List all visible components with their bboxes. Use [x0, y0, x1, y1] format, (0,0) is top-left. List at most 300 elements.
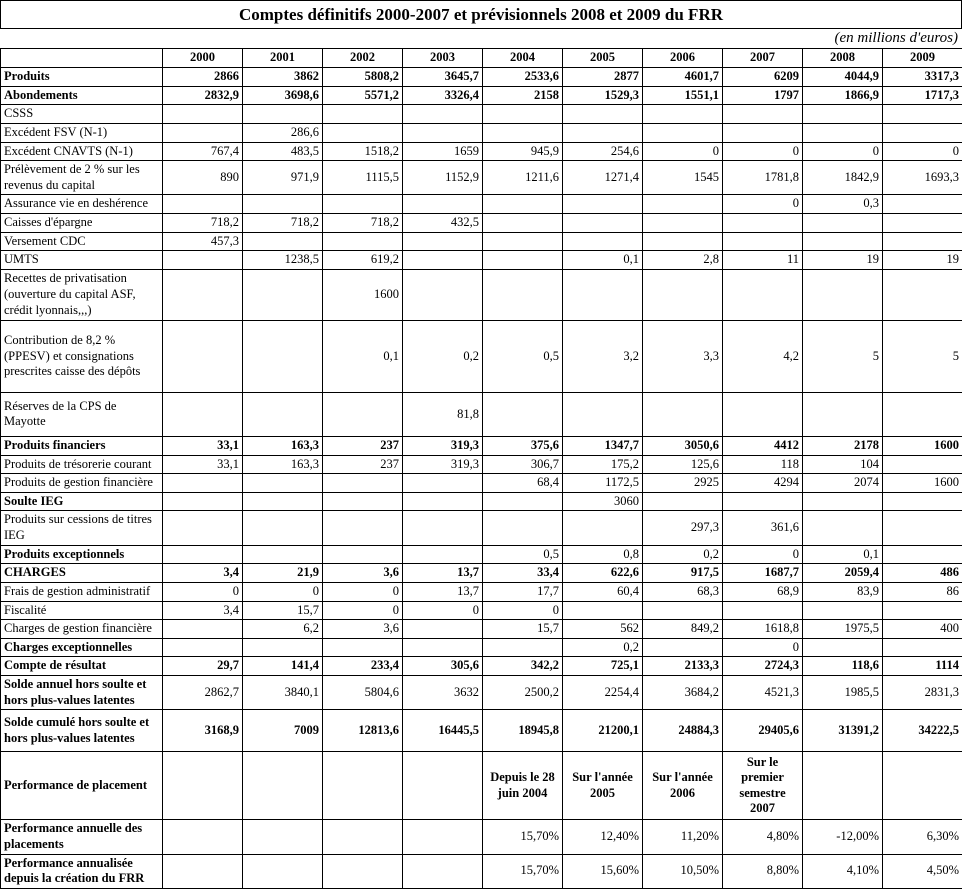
value-cell: 1518,2: [323, 142, 403, 161]
value-cell: 2862,7: [163, 676, 243, 710]
value-cell: 375,6: [483, 436, 563, 455]
value-cell: [643, 492, 723, 511]
value-cell: [483, 638, 563, 657]
row-label: Réserves de la CPS de Mayotte: [1, 392, 163, 436]
value-cell: [323, 195, 403, 214]
value-cell: 6209: [723, 68, 803, 87]
year-column-header: 2008: [803, 49, 883, 68]
row-label: Excédent CNAVTS (N-1): [1, 142, 163, 161]
value-cell: [403, 511, 483, 545]
value-cell: [483, 392, 563, 436]
value-cell: [883, 105, 962, 124]
table-row: [1, 161, 962, 195]
table-row: [1, 105, 962, 124]
table-row: [1, 564, 962, 583]
value-cell: [163, 545, 243, 564]
value-cell: [803, 601, 883, 620]
value-cell: 15,7: [243, 601, 323, 620]
value-cell: 2158: [483, 86, 563, 105]
value-cell: [483, 251, 563, 270]
value-cell: 4294: [723, 474, 803, 493]
value-cell: 0: [723, 142, 803, 161]
value-cell: [723, 392, 803, 436]
value-cell: [163, 123, 243, 142]
value-cell: 8,80%: [723, 854, 803, 888]
value-cell: [323, 474, 403, 493]
year-column-header: 2005: [563, 49, 643, 68]
value-cell: 3,4: [163, 564, 243, 583]
value-cell: 2533,6: [483, 68, 563, 87]
value-cell: 1172,5: [563, 474, 643, 493]
value-cell: 163,3: [243, 455, 323, 474]
value-cell: [723, 269, 803, 320]
value-cell: [803, 232, 883, 251]
value-cell: [403, 123, 483, 142]
value-cell: 3,4: [163, 601, 243, 620]
value-cell: 562: [563, 620, 643, 639]
value-cell: 86: [883, 582, 962, 601]
value-cell: 5: [803, 320, 883, 392]
value-cell: 125,6: [643, 455, 723, 474]
table-row: [1, 676, 962, 710]
value-cell: 1693,3: [883, 161, 962, 195]
value-cell: 725,1: [563, 657, 643, 676]
value-cell: [803, 492, 883, 511]
value-cell: [483, 232, 563, 251]
value-cell: 0: [483, 601, 563, 620]
table-row: [1, 545, 962, 564]
value-cell: [563, 511, 643, 545]
value-cell: [243, 854, 323, 888]
value-cell: 0: [163, 582, 243, 601]
table-row: [1, 214, 962, 233]
row-label: CSSS: [1, 105, 163, 124]
table-row: [1, 620, 962, 639]
value-cell: 15,7: [483, 620, 563, 639]
value-cell: 1600: [883, 474, 962, 493]
value-cell: 0,1: [803, 545, 883, 564]
corner-cell: [1, 49, 163, 68]
value-cell: [163, 492, 243, 511]
row-label: Charges exceptionnelles: [1, 638, 163, 657]
table-row: [1, 86, 962, 105]
value-cell: 33,4: [483, 564, 563, 583]
value-cell: 5: [883, 320, 962, 392]
value-cell: 1985,5: [803, 676, 883, 710]
value-cell: [643, 105, 723, 124]
value-cell: [243, 752, 323, 820]
value-cell: 4,2: [723, 320, 803, 392]
value-cell: 1717,3: [883, 86, 962, 105]
value-cell: 60,4: [563, 582, 643, 601]
value-cell: Sur le premier semestre 2007: [723, 752, 803, 820]
value-cell: [723, 214, 803, 233]
value-cell: [803, 392, 883, 436]
value-cell: [243, 269, 323, 320]
value-cell: 1842,9: [803, 161, 883, 195]
table-row: [1, 474, 962, 493]
row-label: Performance annuelle des placements: [1, 820, 163, 854]
value-cell: 971,9: [243, 161, 323, 195]
value-cell: [563, 214, 643, 233]
value-cell: 2832,9: [163, 86, 243, 105]
value-cell: 0,3: [803, 195, 883, 214]
value-cell: 3,6: [323, 564, 403, 583]
value-cell: 718,2: [163, 214, 243, 233]
value-cell: 432,5: [403, 214, 483, 233]
table-row: [1, 195, 962, 214]
table-row: [1, 232, 962, 251]
value-cell: [803, 752, 883, 820]
year-column-header: 2001: [243, 49, 323, 68]
value-cell: [483, 105, 563, 124]
value-cell: [163, 638, 243, 657]
row-label: Frais de gestion administratif: [1, 582, 163, 601]
table-row: [1, 601, 962, 620]
value-cell: [163, 269, 243, 320]
value-cell: 237: [323, 455, 403, 474]
value-cell: [563, 269, 643, 320]
value-cell: [883, 545, 962, 564]
value-cell: [483, 492, 563, 511]
value-cell: 141,4: [243, 657, 323, 676]
value-cell: [163, 511, 243, 545]
value-cell: [163, 820, 243, 854]
value-cell: [243, 511, 323, 545]
value-cell: 4,10%: [803, 854, 883, 888]
table-row: [1, 752, 962, 820]
value-cell: 11,20%: [643, 820, 723, 854]
value-cell: [403, 638, 483, 657]
row-label: Produits de gestion financière: [1, 474, 163, 493]
value-cell: [803, 105, 883, 124]
value-cell: [883, 269, 962, 320]
value-cell: 15,70%: [483, 820, 563, 854]
value-cell: [483, 123, 563, 142]
value-cell: 3840,1: [243, 676, 323, 710]
row-label: Produits: [1, 68, 163, 87]
value-cell: 68,9: [723, 582, 803, 601]
value-cell: [723, 232, 803, 251]
value-cell: 0: [243, 582, 323, 601]
value-cell: 1866,9: [803, 86, 883, 105]
row-label: Produits exceptionnels: [1, 545, 163, 564]
value-cell: [243, 492, 323, 511]
value-cell: 19: [803, 251, 883, 270]
value-cell: [483, 269, 563, 320]
value-cell: [163, 251, 243, 270]
value-cell: Depuis le 28 juin 2004: [483, 752, 563, 820]
value-cell: [643, 123, 723, 142]
row-label: Fiscalité: [1, 601, 163, 620]
value-cell: 0: [323, 601, 403, 620]
value-cell: 0: [323, 582, 403, 601]
value-cell: 4601,7: [643, 68, 723, 87]
value-cell: [563, 232, 643, 251]
value-cell: [243, 105, 323, 124]
value-cell: 1600: [323, 269, 403, 320]
value-cell: [243, 232, 323, 251]
year-column-header: 2009: [883, 49, 962, 68]
row-label: Versement CDC: [1, 232, 163, 251]
table-row: [1, 251, 962, 270]
value-cell: 83,9: [803, 582, 883, 601]
value-cell: 3862: [243, 68, 323, 87]
value-cell: 1618,8: [723, 620, 803, 639]
value-cell: [883, 492, 962, 511]
value-cell: 33,1: [163, 436, 243, 455]
value-cell: [163, 195, 243, 214]
table-row: [1, 436, 962, 455]
table-row: [1, 820, 962, 854]
value-cell: [803, 638, 883, 657]
value-cell: 3,6: [323, 620, 403, 639]
value-cell: [323, 492, 403, 511]
value-cell: [323, 123, 403, 142]
value-cell: 2133,3: [643, 657, 723, 676]
value-cell: 3050,6: [643, 436, 723, 455]
value-cell: [723, 492, 803, 511]
value-cell: 3632: [403, 676, 483, 710]
value-cell: 945,9: [483, 142, 563, 161]
value-cell: [643, 232, 723, 251]
value-cell: 0,2: [643, 545, 723, 564]
year-column-header: 2004: [483, 49, 563, 68]
value-cell: 0,1: [323, 320, 403, 392]
value-cell: [643, 195, 723, 214]
value-cell: 233,4: [323, 657, 403, 676]
year-header-row: [1, 49, 962, 68]
value-cell: 16445,5: [403, 710, 483, 752]
value-cell: [403, 269, 483, 320]
year-column-header: 2006: [643, 49, 723, 68]
value-cell: [243, 545, 323, 564]
value-cell: 486: [883, 564, 962, 583]
value-cell: 1781,8: [723, 161, 803, 195]
value-cell: 21200,1: [563, 710, 643, 752]
value-cell: 0,2: [563, 638, 643, 657]
value-cell: [163, 105, 243, 124]
value-cell: 0,5: [483, 320, 563, 392]
value-cell: 13,7: [403, 582, 483, 601]
value-cell: 2254,4: [563, 676, 643, 710]
value-cell: [483, 511, 563, 545]
value-cell: [803, 123, 883, 142]
value-cell: [883, 195, 962, 214]
table-row: [1, 511, 962, 545]
value-cell: 29,7: [163, 657, 243, 676]
value-cell: [163, 620, 243, 639]
value-cell: [243, 392, 323, 436]
page-title: Comptes définitifs 2000-2007 et prévisionnels 2008 et 2009 du FRR: [0, 0, 962, 29]
value-cell: 3060: [563, 492, 643, 511]
value-cell: [563, 105, 643, 124]
value-cell: 15,60%: [563, 854, 643, 888]
value-cell: 33,1: [163, 455, 243, 474]
value-cell: 767,4: [163, 142, 243, 161]
value-cell: [723, 601, 803, 620]
year-column-header: 2003: [403, 49, 483, 68]
value-cell: 305,6: [403, 657, 483, 676]
value-cell: 1975,5: [803, 620, 883, 639]
value-cell: [883, 638, 962, 657]
table-row: [1, 492, 962, 511]
value-cell: [403, 752, 483, 820]
value-cell: 3698,6: [243, 86, 323, 105]
value-cell: 400: [883, 620, 962, 639]
value-cell: 622,6: [563, 564, 643, 583]
value-cell: Sur l'année 2005: [563, 752, 643, 820]
value-cell: 7009: [243, 710, 323, 752]
value-cell: [803, 214, 883, 233]
value-cell: [323, 638, 403, 657]
value-cell: 849,2: [643, 620, 723, 639]
value-cell: [883, 392, 962, 436]
value-cell: 254,6: [563, 142, 643, 161]
value-cell: 68,4: [483, 474, 563, 493]
value-cell: 342,2: [483, 657, 563, 676]
value-cell: [563, 392, 643, 436]
row-label: Produits de trésorerie courant: [1, 455, 163, 474]
value-cell: [323, 752, 403, 820]
value-cell: [803, 511, 883, 545]
value-cell: 457,3: [163, 232, 243, 251]
row-label: Abondements: [1, 86, 163, 105]
value-cell: [323, 545, 403, 564]
value-cell: 1687,7: [723, 564, 803, 583]
value-cell: [803, 269, 883, 320]
value-cell: [403, 195, 483, 214]
value-cell: 0: [723, 195, 803, 214]
value-cell: 319,3: [403, 455, 483, 474]
value-cell: [243, 474, 323, 493]
value-cell: 3,2: [563, 320, 643, 392]
value-cell: 3317,3: [883, 68, 962, 87]
value-cell: 15,70%: [483, 854, 563, 888]
row-label: Performance de placement: [1, 752, 163, 820]
value-cell: [323, 232, 403, 251]
value-cell: 1115,5: [323, 161, 403, 195]
row-label: Recettes de privatisation (ouverture du capital ASF, crédit lyonnais,,,): [1, 269, 163, 320]
row-label: UMTS: [1, 251, 163, 270]
row-label: Soulte IEG: [1, 492, 163, 511]
value-cell: 118,6: [803, 657, 883, 676]
value-cell: 5571,2: [323, 86, 403, 105]
value-cell: 34222,5: [883, 710, 962, 752]
value-cell: [563, 123, 643, 142]
value-cell: [643, 601, 723, 620]
value-cell: [883, 214, 962, 233]
value-cell: 0,1: [563, 251, 643, 270]
year-column-header: 2007: [723, 49, 803, 68]
value-cell: 483,5: [243, 142, 323, 161]
value-cell: 1347,7: [563, 436, 643, 455]
value-cell: 0,5: [483, 545, 563, 564]
value-cell: [243, 820, 323, 854]
value-cell: [403, 854, 483, 888]
value-cell: 2,8: [643, 251, 723, 270]
table-row: [1, 455, 962, 474]
value-cell: 3684,2: [643, 676, 723, 710]
value-cell: [323, 105, 403, 124]
value-cell: 17,7: [483, 582, 563, 601]
value-cell: 1211,6: [483, 161, 563, 195]
value-cell: 0: [643, 142, 723, 161]
row-label: Performance annualisée depuis la création du FRR: [1, 854, 163, 888]
row-label: Solde cumulé hors soulte et hors plus-values latentes: [1, 710, 163, 752]
value-cell: [323, 392, 403, 436]
value-cell: [883, 455, 962, 474]
value-cell: [483, 214, 563, 233]
value-cell: 6,2: [243, 620, 323, 639]
value-cell: [163, 320, 243, 392]
value-cell: [403, 232, 483, 251]
row-label: Produits sur cessions de titres IEG: [1, 511, 163, 545]
table-row: [1, 123, 962, 142]
value-cell: 68,3: [643, 582, 723, 601]
value-cell: 0,8: [563, 545, 643, 564]
value-cell: [643, 638, 723, 657]
value-cell: [883, 601, 962, 620]
value-cell: 1797: [723, 86, 803, 105]
value-cell: 1152,9: [403, 161, 483, 195]
value-cell: [403, 251, 483, 270]
row-label: Charges de gestion financière: [1, 620, 163, 639]
value-cell: [723, 123, 803, 142]
value-cell: [243, 638, 323, 657]
table-row: [1, 320, 962, 392]
value-cell: 890: [163, 161, 243, 195]
table-row: [1, 638, 962, 657]
value-cell: 5804,6: [323, 676, 403, 710]
row-label: Assurance vie en deshérence: [1, 195, 163, 214]
value-cell: [323, 820, 403, 854]
value-cell: [403, 545, 483, 564]
value-cell: 2724,3: [723, 657, 803, 676]
value-cell: [883, 232, 962, 251]
value-cell: 4,80%: [723, 820, 803, 854]
value-cell: 31391,2: [803, 710, 883, 752]
value-cell: 718,2: [243, 214, 323, 233]
value-cell: 118: [723, 455, 803, 474]
value-cell: [163, 752, 243, 820]
row-label: Prélèvement de 2 % sur les revenus du capital: [1, 161, 163, 195]
value-cell: 19: [883, 251, 962, 270]
value-cell: 0: [803, 142, 883, 161]
value-cell: [883, 511, 962, 545]
value-cell: 0: [723, 545, 803, 564]
value-cell: 237: [323, 436, 403, 455]
row-label: CHARGES: [1, 564, 163, 583]
value-cell: 1238,5: [243, 251, 323, 270]
value-cell: [403, 105, 483, 124]
value-cell: [403, 492, 483, 511]
value-cell: 1271,4: [563, 161, 643, 195]
frr-accounts-table: [0, 48, 962, 889]
value-cell: 18945,8: [483, 710, 563, 752]
value-cell: 2500,2: [483, 676, 563, 710]
value-cell: [243, 195, 323, 214]
value-cell: 2866: [163, 68, 243, 87]
value-cell: 2925: [643, 474, 723, 493]
value-cell: 10,50%: [643, 854, 723, 888]
value-cell: 306,7: [483, 455, 563, 474]
table-row: [1, 710, 962, 752]
value-cell: 6,30%: [883, 820, 962, 854]
value-cell: 1529,3: [563, 86, 643, 105]
value-cell: [483, 195, 563, 214]
value-cell: [163, 392, 243, 436]
